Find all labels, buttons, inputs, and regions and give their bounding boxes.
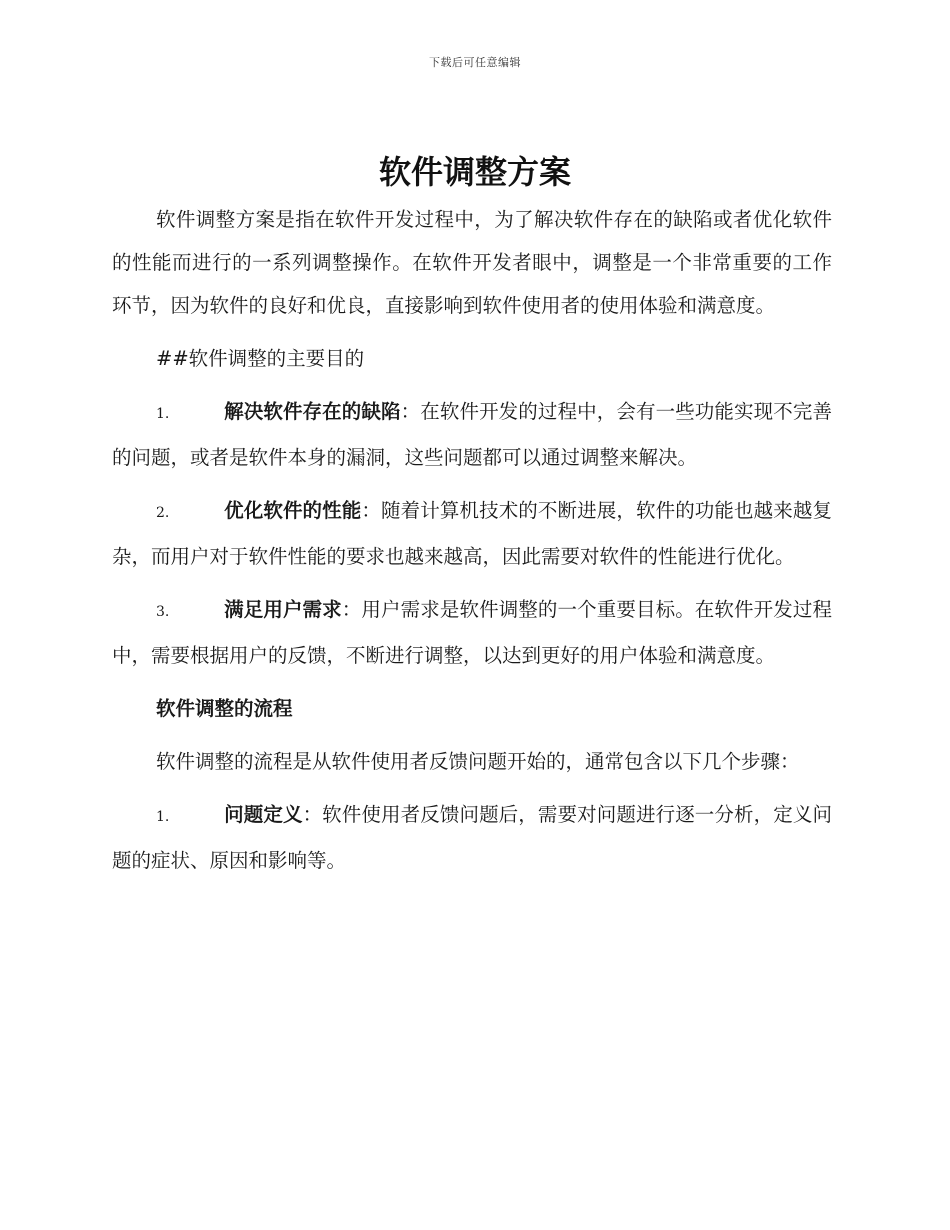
section-heading-goals: ##软件调整的主要目的 — [156, 347, 365, 370]
header-note: 下载后可任意编辑 — [429, 56, 521, 69]
goal-item-1 — [112, 390, 832, 479]
goal-item-2 — [112, 489, 832, 578]
step-item-number: 1. — [156, 809, 170, 825]
intro-paragraph: 软件调整方案是指在软件开发过程中，为了解决软件存在的缺陷或者优化软件的性能而进行的一系列调整操作。在软件开发者眼中，调整是一个非常重要的工作环节，因为软件的良好和优良，直接影响到软件使用者的使用体验和满意度。 — [112, 208, 832, 317]
goal-item-term: 满足用户需求 — [224, 598, 342, 621]
goal-item-3 — [112, 588, 832, 677]
step-item-1 — [112, 793, 832, 882]
goal-item-term: 解决软件存在的缺陷 — [224, 400, 401, 423]
goal-item-number: 2. — [156, 505, 170, 521]
goal-item-text: ：用户需求是软件调整的一个重要目标。在软件开发过程中，需要根据用户的反馈，不断进行调整，以达到更好的用户体验和满意度。 — [112, 598, 832, 667]
goal-item-text: ：在软件开发的过程中，会有一些功能实现不完善的问题，或者是软件本身的漏洞，这些问题都可以通过调整来解决。 — [112, 400, 832, 469]
step-item-term: 问题定义 — [224, 803, 303, 826]
goal-item-number: 1. — [156, 406, 170, 422]
step-item-text: ：软件使用者反馈问题后，需要对问题进行逐一分析，定义问题的症状、原因和影响等。 — [112, 803, 832, 872]
document-body — [112, 198, 832, 882]
goal-item-term: 优化软件的性能 — [224, 499, 362, 522]
process-intro-paragraph: 软件调整的流程是从软件使用者反馈问题开始的，通常包含以下几个步骤： — [156, 750, 800, 773]
section-heading-process: 软件调整的流程 — [156, 697, 293, 720]
goal-item-number: 3. — [156, 604, 170, 620]
goal-item-text: ：随着计算机技术的不断进展，软件的功能也越来越复杂，而用户对于软件性能的要求也越来越高，因此需要对软件的性能进行优化。 — [112, 499, 832, 568]
document-title: 软件调整方案 — [378, 153, 571, 191]
